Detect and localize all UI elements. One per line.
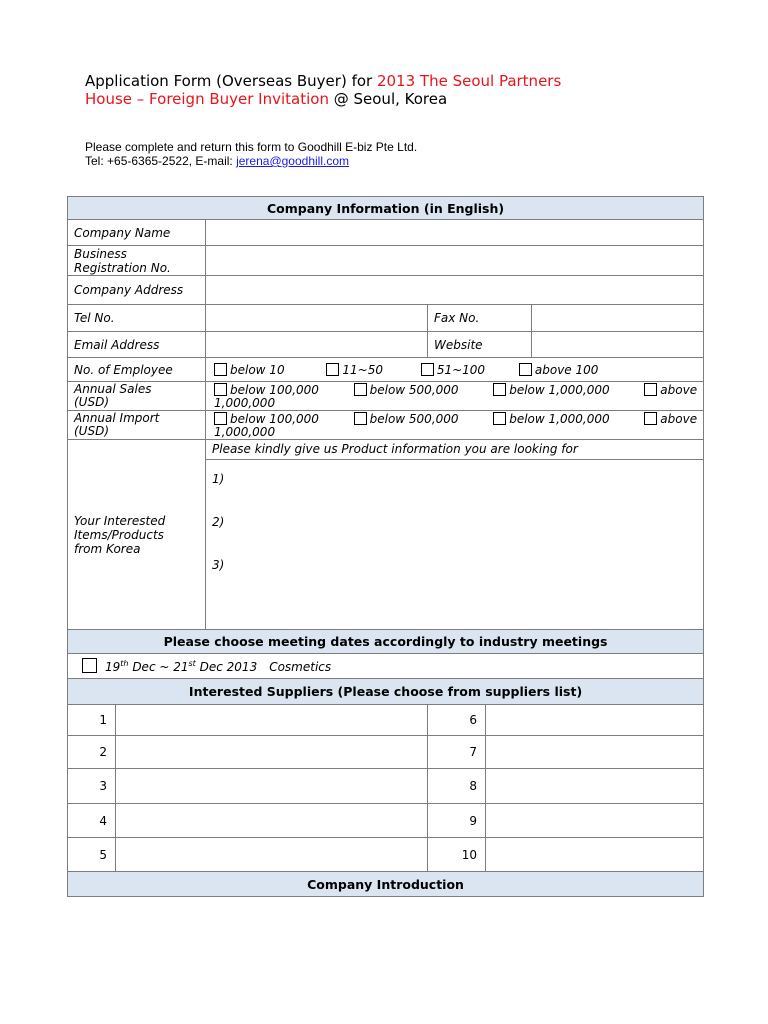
annual-sales-options: [206, 382, 704, 411]
checkbox-icon[interactable]: [214, 383, 227, 396]
annual-sales-label: Annual Sales (USD): [68, 382, 206, 411]
supplier-number: 4: [68, 804, 116, 838]
supplier-field[interactable]: [116, 769, 428, 804]
business-reg-line2: Registration No.: [74, 260, 171, 275]
supplier-number: 1: [68, 705, 116, 736]
contact-line: [85, 154, 417, 168]
supplier-field[interactable]: [486, 804, 704, 838]
company-name-field[interactable]: [206, 220, 704, 246]
product-line-1: 1): [212, 472, 225, 486]
company-info-heading: Company Information (in English): [68, 197, 704, 220]
checkbox-icon[interactable]: [644, 383, 657, 396]
instruction-text: Please complete and return this form to Goodhill E-biz Pte Ltd.: [85, 140, 418, 154]
supplier-field[interactable]: [116, 705, 428, 736]
annual-import-label: Annual Import (USD): [68, 411, 206, 440]
company-address-field[interactable]: [206, 276, 704, 305]
interest-product-field[interactable]: [206, 460, 704, 630]
product-line-2: 2): [212, 515, 225, 529]
supplier-number: 2: [68, 736, 116, 769]
employees-option[interactable]: below 10: [214, 363, 285, 377]
website-field[interactable]: [532, 332, 704, 358]
sales-option[interactable]: below 1,000,000: [493, 383, 609, 397]
company-address-label: Company Address: [68, 276, 206, 305]
checkbox-icon[interactable]: [493, 383, 506, 396]
annual-import-options: [206, 411, 704, 440]
checkbox-icon[interactable]: [214, 363, 227, 376]
supplier-number: 9: [428, 804, 486, 838]
company-name-label: Company Name: [68, 220, 206, 246]
contact-prefix: Tel: +65-6365-2522, E-mail:: [85, 154, 237, 168]
form-title: [85, 72, 705, 108]
application-form-table: [67, 196, 704, 897]
import-option[interactable]: below 500,000: [354, 412, 459, 426]
meetings-heading: Please choose meeting dates accordingly to industry meetings: [68, 630, 704, 654]
employees-options: [206, 358, 704, 382]
event-location: @ Seoul, Korea: [328, 90, 448, 108]
title-text: Application Form (Overseas Buyer) for: [85, 72, 377, 90]
supplier-field[interactable]: [116, 804, 428, 838]
event-subtitle: House – Foreign Buyer Invitation: [85, 90, 329, 108]
supplier-field[interactable]: [116, 736, 428, 769]
supplier-field[interactable]: [486, 769, 704, 804]
employees-option[interactable]: 11~50: [326, 363, 383, 377]
interest-prompt: Please kindly give us Product information you are looking for: [206, 440, 704, 460]
business-reg-label: [68, 246, 206, 276]
checkbox-icon[interactable]: [82, 658, 97, 673]
event-name: 2013 The Seoul Partners: [376, 72, 562, 90]
supplier-number: 10: [428, 838, 486, 872]
supplier-field[interactable]: [486, 705, 704, 736]
employees-label: No. of Employee: [68, 358, 206, 382]
checkbox-icon[interactable]: [326, 363, 339, 376]
supplier-field[interactable]: [486, 736, 704, 769]
import-overflow-text: 1,000,000: [214, 424, 276, 439]
introduction-heading: Company Introduction: [68, 872, 704, 897]
website-label: Website: [428, 332, 532, 358]
import-option[interactable]: below 100,000: [214, 412, 319, 426]
meeting-date-option[interactable]: 19th Dec ~ 21st Dec 2013 Cosmetics: [68, 654, 704, 679]
import-option[interactable]: above: [644, 412, 697, 426]
supplier-number: 7: [428, 736, 486, 769]
tel-field[interactable]: [206, 305, 428, 332]
checkbox-icon[interactable]: [493, 412, 506, 425]
employees-option[interactable]: above 100: [519, 363, 599, 377]
sales-option[interactable]: below 500,000: [354, 383, 459, 397]
import-option[interactable]: below 1,000,000: [493, 412, 609, 426]
suppliers-heading: Interested Suppliers (Please choose from suppliers list): [68, 679, 704, 705]
product-line-3: 3): [212, 558, 225, 572]
business-reg-line1: Business: [74, 246, 127, 261]
email-link[interactable]: jerena@goodhill.com: [236, 154, 350, 168]
business-reg-field[interactable]: [206, 246, 704, 276]
email-field[interactable]: [206, 332, 428, 358]
checkbox-icon[interactable]: [421, 363, 434, 376]
checkbox-icon[interactable]: [519, 363, 532, 376]
tel-label: Tel No.: [68, 305, 206, 332]
fax-label: Fax No.: [428, 305, 532, 332]
supplier-field[interactable]: [116, 838, 428, 872]
supplier-field[interactable]: [486, 838, 704, 872]
checkbox-icon[interactable]: [644, 412, 657, 425]
email-label: Email Address: [68, 332, 206, 358]
supplier-number: 3: [68, 769, 116, 804]
supplier-number: 6: [428, 705, 486, 736]
employees-option[interactable]: 51~100: [421, 363, 485, 377]
sales-overflow-text: 1,000,000: [214, 395, 276, 410]
supplier-number: 5: [68, 838, 116, 872]
checkbox-icon[interactable]: [214, 412, 227, 425]
sales-option[interactable]: below 100,000: [214, 383, 319, 397]
sales-option[interactable]: above: [644, 383, 697, 397]
meeting-industry: Cosmetics: [269, 660, 332, 674]
checkbox-icon[interactable]: [354, 412, 367, 425]
checkbox-icon[interactable]: [354, 383, 367, 396]
instructions: [85, 140, 417, 168]
supplier-number: 8: [428, 769, 486, 804]
interest-label: Your Interested Items/Products from Korea: [68, 440, 206, 630]
fax-field[interactable]: [532, 305, 704, 332]
